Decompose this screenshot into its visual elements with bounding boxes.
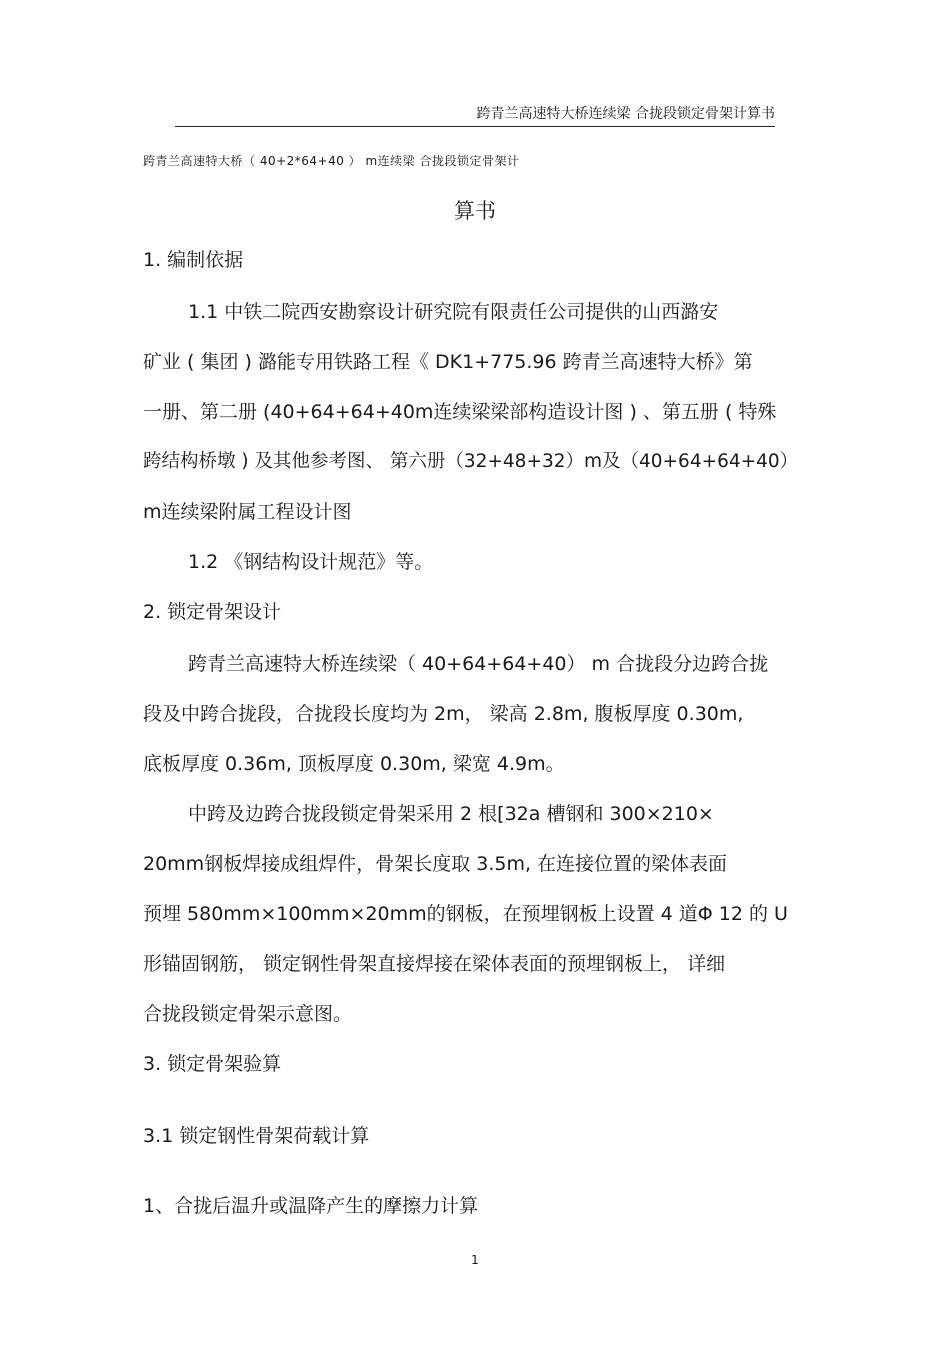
document-title: 跨青兰高速特大桥（ 40+2*64+40 ） m连续梁 合拢段锁定骨架计	[143, 154, 520, 168]
paragraph-line: 预埋 580mm×100mm×20mm的钢板，在预埋钢板上设置 4 道Φ 12 的 U	[143, 903, 788, 925]
paragraph-line: 底板厚度 0.36m, 顶板厚度 0.30m, 梁宽 4.9m。	[143, 753, 565, 775]
paragraph-line: 20mm钢板焊接成组焊件，骨架长度取 3.5m, 在连接位置的梁体表面	[143, 853, 728, 875]
paragraph-line: 跨青兰高速特大桥连续梁（ 40+64+64+40） m 合拢段分边跨合拢	[188, 653, 769, 675]
section-heading-3: 3. 锁定骨架验算	[143, 1053, 282, 1075]
section-heading-1: 1. 编制依据	[143, 249, 244, 271]
page-number: 1	[471, 1253, 479, 1267]
paragraph-line: 一册、第二册 (40+64+64+40m连续梁梁部构造设计图 ) 、第五册 ( 特殊	[143, 401, 777, 423]
paragraph-line: 段及中跨合拢段，合拢段长度均为 2m， 梁高 2.8m, 腹板厚度 0.30m,	[143, 703, 744, 725]
subsection-heading-3-1: 3.1 锁定钢性骨架荷载计算	[143, 1125, 370, 1147]
paragraph-line: 合拢段锁定骨架示意图。	[143, 1003, 353, 1025]
running-header: 跨青兰高速特大桥连续梁 合拢段锁定骨架计算书	[175, 104, 775, 127]
paragraph-line: 1.2 《钢结构设计规范》等。	[188, 551, 434, 573]
list-item-1: 1、合拢后温升或温降产生的摩擦力计算	[143, 1195, 479, 1217]
paragraph-line: 中跨及边跨合拢段锁定骨架采用 2 根[32a 槽钢和 300×210×	[188, 803, 714, 825]
document-title-continued: 算书	[454, 199, 496, 223]
paragraph-line: m连续梁附属工程设计图	[143, 501, 352, 523]
paragraph-line: 跨结构桥墩 ) 及其他参考图、 第六册（32+48+32）m及（40+64+64+40）	[143, 451, 799, 472]
paragraph-line: 矿业 ( 集团 ) 潞能专用铁路工程《 DK1+775.96 跨青兰高速特大桥》第	[143, 351, 753, 373]
paragraph-line: 形锚固钢筋， 锁定钢性骨架直接焊接在梁体表面的预埋钢板上， 详细	[143, 953, 726, 975]
paragraph-line: 1.1 中铁二院西安勘察设计研究院有限责任公司提供的山西潞安	[188, 301, 719, 323]
section-heading-2: 2. 锁定骨架设计	[143, 601, 282, 623]
